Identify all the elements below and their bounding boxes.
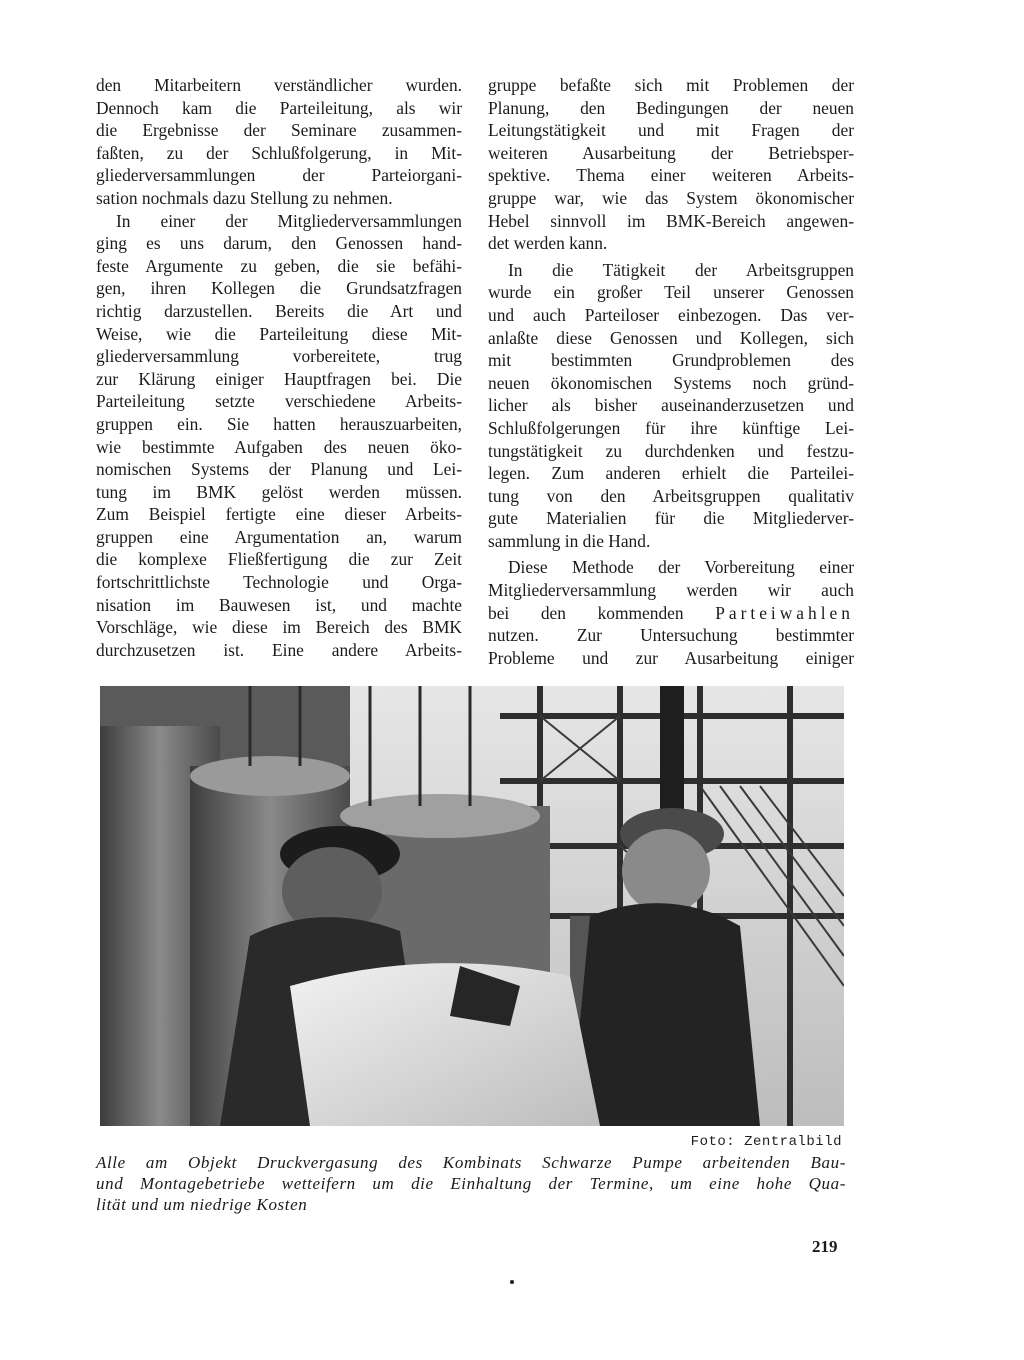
text-line: nomischen Systems der Planung und Lei- (96, 459, 462, 480)
text-line: gruppen ein. Sie hatten herauszuarbeiten, (96, 413, 462, 434)
paragraph (96, 210, 462, 662)
text-line: anlaßte diese Genossen und Kollegen, sich (488, 327, 854, 348)
text-line: richtig darzustellen. Bereits die Art und (96, 300, 462, 321)
text-line: tung von den Arbeitsgruppen qualitativ (488, 485, 854, 506)
text-line: faßten, zu der Schlußfolgerung, in Mit- (96, 142, 462, 163)
text-line: Weise, wie die Parteileitung diese Mit- (96, 323, 462, 344)
text-line: zur Klärung einiger Hauptfragen bei. Die (96, 368, 462, 389)
caption-line: und Montagebetriebe wetteifern um die Einhaltung der Termine, um eine hohe Qua- (96, 1174, 846, 1193)
text-line: gliederversammlungen der Parteiorgani- (96, 165, 462, 186)
paragraph (488, 74, 854, 255)
paragraph (488, 556, 854, 669)
caption-line: lität und um niedrige Kosten (96, 1195, 308, 1214)
text-line: gen, ihren Kollegen die Grundsatzfragen (96, 278, 462, 299)
text-line: wie bestimmte Aufgaben des neuen öko- (96, 436, 462, 457)
text-line: und auch Parteiloser einbezogen. Das ver- (488, 304, 854, 325)
text-line: Hebel sinnvoll im BMK-Bereich angewen- (488, 210, 854, 231)
photograph (100, 686, 844, 1126)
text-line: feste Argumente zu geben, die sie befähi- (96, 255, 462, 276)
text-line: gruppe befaßte sich mit Problemen der (488, 75, 854, 95)
text-line: nutzen. Zur Untersuchung bestimmter (488, 625, 854, 646)
text-line: durchzusetzen ist. Eine andere Arbeits- (96, 639, 462, 660)
text-line: die komplexe Fließfertigung die zur Zeit (96, 549, 462, 570)
text-line: tung im BMK gelöst werden müssen. (96, 481, 462, 502)
text-line: det werden kann. (488, 233, 608, 254)
text-line: die Ergebnisse der Seminare zusammen- (96, 120, 462, 141)
photo-credit: Foto: Zentralbild (690, 1134, 842, 1150)
paragraph (488, 259, 854, 553)
text-line: Dennoch kam die Parteileitung, als wir (96, 97, 462, 118)
text-line: Probleme und zur Ausarbeitung einiger (488, 647, 854, 668)
caption-line: Alle am Objekt Druckvergasung des Kombinats Schwarze Pumpe arbeitenden Bau- (96, 1153, 846, 1172)
text-line: fortschrittlichste Technologie und Orga- (96, 572, 462, 593)
text-line: wurde ein großer Teil unserer Genossen (488, 282, 854, 303)
text-line: sammlung in die Hand. (488, 530, 651, 551)
text-line: In die Tätigkeit der Arbeitsgruppen (508, 259, 854, 280)
text-segment: bei den kommenden (488, 602, 684, 623)
text-line: Schlußfolgerungen für ihre künftige Lei- (488, 417, 854, 438)
text-line: Zum Beispiel fertigte eine dieser Arbeits- (96, 504, 462, 525)
text-line: gruppe war, wie das System ökonomischer (488, 187, 854, 208)
text-line: den Mitarbeitern verständlicher wurden. (96, 75, 462, 95)
text-line: gruppen eine Argumentation an, warum (96, 526, 462, 547)
text-line: Diese Methode der Vorbereitung einer (508, 557, 854, 578)
text-line: mit bestimmten Grundproblemen des (488, 350, 854, 371)
text-line: spektive. Thema einer weiteren Arbeits- (488, 165, 854, 186)
text-line: gute Materialien für die Mitgliederver- (488, 508, 854, 529)
paragraph (96, 74, 462, 210)
right-column (488, 74, 854, 669)
photo-caption (96, 1152, 846, 1215)
text-line: weiteren Ausarbeitung der Betriebsper- (488, 142, 854, 163)
text-line: Mitgliederversammlung werden wir auch (488, 580, 854, 601)
left-column (96, 74, 462, 661)
text-line: In einer der Mitgliederversammlungen (116, 210, 462, 231)
text-line: sation nochmals dazu Stellung zu nehmen. (96, 187, 393, 208)
text-line: legen. Zum anderen erhielt die Parteilei- (488, 463, 854, 484)
emphasized-word: Parteiwahlen (715, 602, 854, 623)
print-mark (510, 1280, 514, 1284)
text-line: Leitungstätigkeit und mit Fragen der (488, 120, 854, 141)
text-line: Parteileitung setzte verschiedene Arbeits- (96, 391, 462, 412)
photo-illustration (100, 686, 844, 1126)
text-line: tungstätigkeit zu durchdenken und festzu- (488, 440, 854, 461)
text-line (488, 602, 854, 625)
text-line: gliederversammlung vorbereitete, trug (96, 346, 462, 367)
text-line: Vorschläge, wie diese im Bereich des BMK (96, 617, 462, 638)
text-line: Planung, den Bedingungen der neuen (488, 97, 854, 118)
text-line: licher als bisher auseinanderzusetzen und (488, 395, 854, 416)
text-line: neuen ökonomischen Systems noch gründ- (488, 372, 854, 393)
page-number: 219 (812, 1237, 838, 1256)
text-line: ging es uns darum, den Genossen hand- (96, 233, 462, 254)
text-line: nisation im Bauwesen ist, und machte (96, 594, 462, 615)
